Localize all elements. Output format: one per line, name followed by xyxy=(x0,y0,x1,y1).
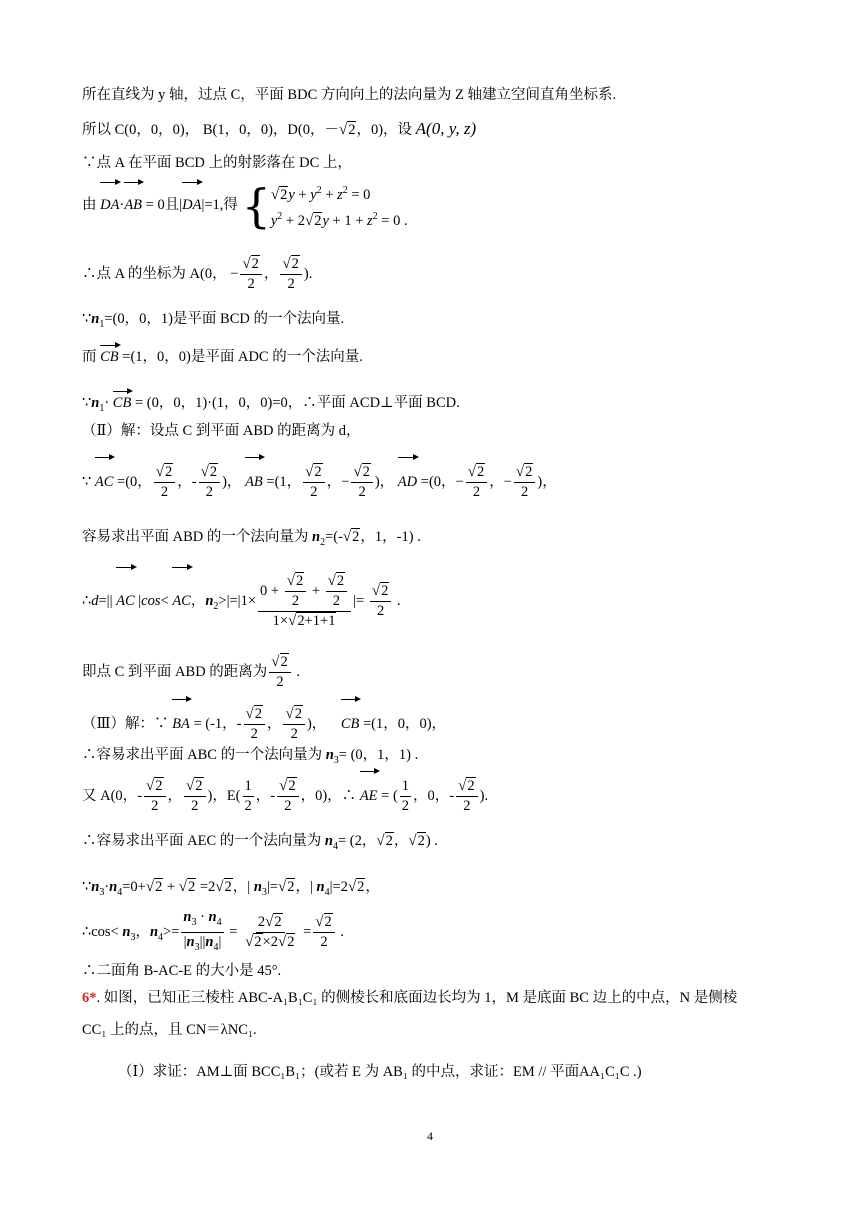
text-line: 即点 C 到平面 ABD 的距离为 $\frac{√2}{2}$ . xyxy=(82,654,301,691)
math-vector: AD xyxy=(398,456,417,504)
math-vector: CB xyxy=(113,390,132,412)
text-line: 又 A(0，- $\frac{√2}{2}$ ， $\frac{√2}{2}$ )，E( $\frac{1}{2}$ ，- $\frac{√2}{2}$ ，0)，∴ AE = ( $\frac{1}{2}$ ，0，- $\frac{√2}{2}$ ). xyxy=(82,770,488,818)
text-line: ∴容易求出平面 ABC 的一个法向量为 $n_3= (0$，1，1) . xyxy=(82,747,419,766)
math-brace: { xyxy=(241,178,271,233)
text-fragment: 所以 C(0，0，0)， B(1，0，0)，D(0，－ xyxy=(82,122,339,138)
math-expr: A(0, y, z) xyxy=(415,119,477,138)
text-fragment: 由 xyxy=(82,197,97,214)
text-line: （Ⅲ）解：∵ BA = (-1，- $\frac{√2}{2}$ ， $\frac{√2}{2}$ )， CB =(1，0，0)， xyxy=(82,698,446,746)
math-system: $√2y + y^2 + z^2 = 0$ $y^2 + 2√2y + 1 + z^2 = 0$ . xyxy=(270,185,408,229)
math-fraction: $\frac{√2}{2}$ xyxy=(280,256,301,293)
text-fragment: ∴容易求出平面 AEC 的一个法向量为 xyxy=(82,833,322,849)
text-line: $\because n_1=(0$，0，1)是平面 BCD 的一个法向量. xyxy=(82,311,345,330)
problem-number: 6* xyxy=(82,990,97,1006)
text-line: $\because n_3\cdot n_4=0+√2 + √2 =2√2$，| $n_3|=√2$，| $n_4|=2√2$， xyxy=(82,879,380,898)
math-vector: AB xyxy=(245,456,263,504)
text-fragment: ). xyxy=(303,266,313,282)
text-fragment: ∴容易求出平面 ABC 的一个法向量为 xyxy=(82,747,323,763)
math-fraction: $\frac{√2}{2}$ xyxy=(240,256,261,293)
math-vector: CB xyxy=(100,344,119,366)
page-number: 4 xyxy=(427,1129,433,1143)
text-line: ∴d=|| AC |cos< AC，$n_2>|=|1\times$ 0 + $\frac{√2}{2}$ + $\frac{√2}{2}$ 1×√2+1+1 |= $\frac{√2}{2}$ . xyxy=(82,566,401,638)
text-line: ∴cos< $n_3$，$n_4>=$ $\frac{n_3 \cdot n_4}{|n_3||n_4|}$ = $\frac{2√2}{√2\times 2√2}$ = $\frac{√2}{2}$ . xyxy=(82,909,345,954)
math-sqrt: √2 xyxy=(338,122,356,138)
math-vector: AB xyxy=(124,181,142,225)
math-fraction: 0 + $\frac{√2}{2}$ + $\frac{√2}{2}$ 1×√2+1+1 xyxy=(258,573,351,630)
text-fragment: 容易求出平面 ABD 的一个法向量为 xyxy=(82,529,309,545)
problem-6-line xyxy=(82,989,737,1007)
text-fragment: 且| xyxy=(164,197,183,214)
text-line: $\because n_1\cdot$ CB = (0，0，1)·(1，0，0)=0，∴平面 ACD⊥平面 BCD. xyxy=(82,390,460,418)
text-line: ∴二面角 B-AC-E 的大小是 45°. xyxy=(82,963,282,979)
text-fragment: = (0，0，1)·(1，0，0)=0，∴平面 ACD⊥平面 BCD. xyxy=(134,395,460,411)
math-vector: DA xyxy=(182,181,201,225)
text-fragment: (0，0，1)是平面 BCD 的一个法向量. xyxy=(112,311,345,327)
text-line: 容易求出平面 ABD 的一个法向量为 $n_2=(-√2$，1，-1) . xyxy=(82,529,421,548)
text-fragment: （Ⅲ）解：∵ xyxy=(82,716,169,732)
text-line xyxy=(82,120,476,139)
text-line: 而 CB =(1，0，0)是平面 ADC 的一个法向量. xyxy=(82,344,363,366)
problem-6-part-1: （Ⅰ）求证：AM⊥面 BCC₁B₁；(或若 E 为 AB₁ 的中点，求证：EM // 平面AA₁C₁C .) xyxy=(118,1064,642,1080)
text-fragment: 即点 C 到平面 ABD 的距离为 xyxy=(82,664,268,680)
text-line: （Ⅱ）解：设点 C 到平面 ABD 的距离为 d， xyxy=(82,423,361,439)
problem-6-line: CC₁ 上的点，且 CN＝λNC₁. xyxy=(82,1022,257,1038)
text-fragment: |=1,得 xyxy=(201,197,238,214)
text-line: 由 DA·AB = 0且|DA|=1,得 {$√2y + y^2 + z^2 = 0$ $y^2 + 2√2y + 1 + z^2 = 0$ . xyxy=(82,178,408,233)
text-fragment: ，0)，设 xyxy=(356,122,413,138)
text-line: ∵点 A 在平面 BCD 上的射影落在 DC 上， xyxy=(82,155,352,171)
text-line: ∴容易求出平面 AEC 的一个法向量为 $n_4= (2$，√2，√2) . xyxy=(82,833,438,852)
text-fragment: ∴点 A 的坐标为 A(0， xyxy=(82,266,227,282)
text-line: ∵ AC =(0， $\frac{√2}{2}$ ，- $\frac{√2}{2}$ )， AB =(1， $\frac{√2}{2}$ ，− $\frac{√2}{2}$ )， AD =(0，− $\frac{√2}{2}$ ，− $\frac{√2}{2}$ )， xyxy=(82,456,557,504)
text-line: 所在直线为 y 轴，过点 C，平面 BDC 方向向上的法向量为 Z 轴建立空间直角坐标系. xyxy=(82,87,617,103)
text-line: ∴点 A 的坐标为 A(0， − $\frac{√2}{2}$ ， $\frac{√2}{2}$ ). xyxy=(82,256,313,293)
text-fragment: 又 A(0， xyxy=(82,788,138,804)
math-vector: DA xyxy=(100,181,119,225)
text-fragment: ， xyxy=(263,266,279,282)
text-fragment: =(1，0，0)是平面 ADC 的一个法向量. xyxy=(122,349,363,365)
text-fragment: . 如图，已知正三棱柱 ABC-A₁B₁C₁ 的侧棱长和底面边长均为 1，M 是底面 BC 边上的中点，N 是侧棱 xyxy=(96,990,738,1006)
math-vector: AC xyxy=(95,456,114,504)
